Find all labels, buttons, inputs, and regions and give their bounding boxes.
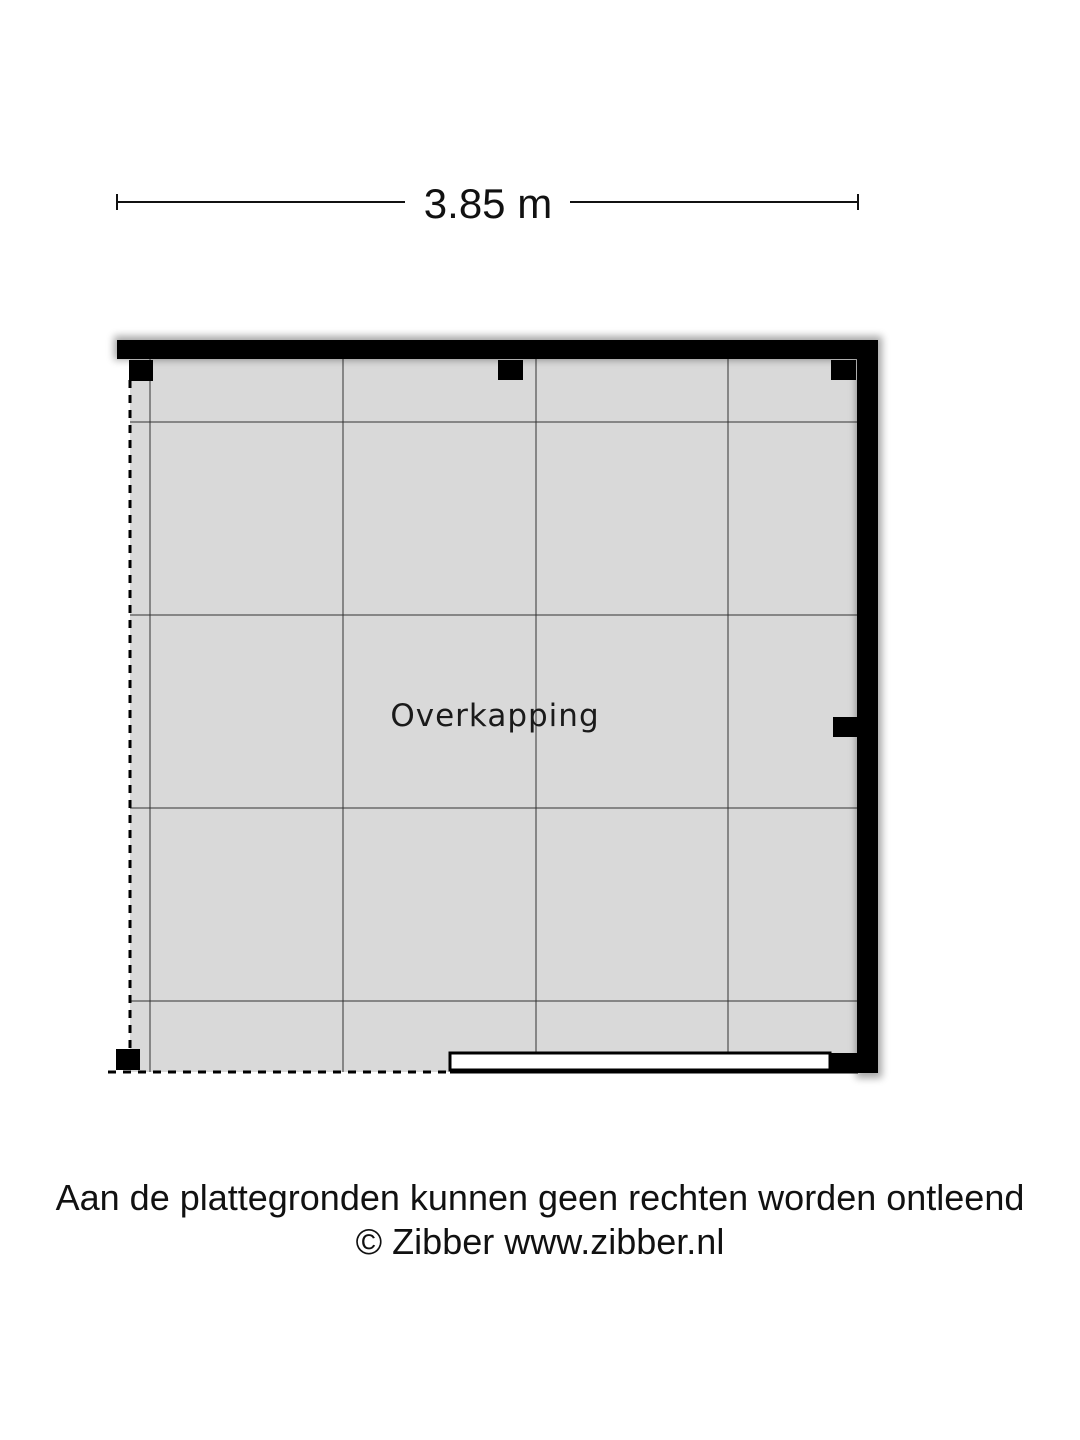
wall-top (117, 340, 878, 359)
post-right-middle (833, 717, 857, 737)
post-bottom-right (830, 1053, 857, 1073)
room-label: Overkapping (390, 698, 600, 734)
post-top-left (129, 360, 153, 381)
copyright-text: © Zibber www.zibber.nl (355, 1221, 725, 1262)
disclaimer-text: Aan de plattegronden kunnen geen rechten worden ontleend (55, 1177, 1025, 1218)
post-bottom-left (116, 1049, 140, 1070)
dimension-line (117, 180, 858, 227)
sliding-panel (450, 1053, 830, 1070)
wall-right (857, 340, 878, 1073)
dimension-label: 3.85 m (423, 180, 553, 227)
post-top-right (831, 360, 856, 380)
post-top-middle (498, 360, 523, 380)
